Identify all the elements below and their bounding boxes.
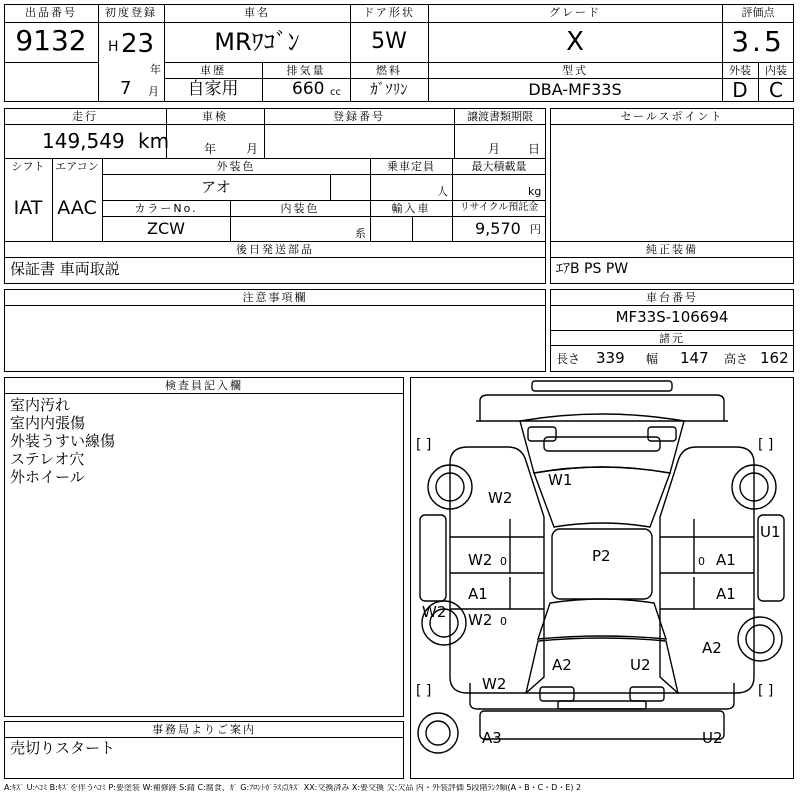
exterior-grade: D (732, 78, 748, 102)
damage-mark: A3 (482, 729, 502, 747)
caution-label: 注意事項欄 (242, 291, 308, 304)
damage-mark: 0 (500, 555, 507, 568)
damage-mark: W1 (548, 471, 573, 489)
inspection-month-unit: 月 (246, 142, 259, 156)
inspection-year-unit: 年 (204, 142, 217, 156)
mileage-label: 走行 (72, 110, 98, 123)
length: 339 (596, 349, 625, 367)
era: H (108, 39, 119, 55)
chassis-number-label: 車台番号 (646, 291, 698, 304)
sales-point-label: セールスポイント (620, 110, 724, 123)
door-label: ドア形状 (363, 6, 415, 19)
damage-mark: W2 (422, 603, 447, 621)
damage-mark: W2 (488, 489, 513, 507)
score-label: 評価点 (741, 6, 775, 19)
inspector-label: 検査員記入欄 (165, 379, 243, 392)
color-number: ZCW (147, 219, 185, 238)
genuine-equipment: ｴｱB PS PW (556, 261, 629, 277)
damage-mark: P2 (592, 547, 611, 565)
recycle-deposit: 9,570 (475, 219, 521, 238)
legend: A:ｷｽﾞ U:ﾍｺﾐ B:ｷｽﾞを伴うﾍｺﾐ P:要塗装 W:補修跡 S:錆 C:腐食、ｶﾞ G:ﾌﾛﾝﾄｶﾞﾗｽ点ｷｽﾞ XX:交換済み X:要交換 欠:欠品 内・外装評価 5段階ﾗﾝｸ順(A・B・C・D・E) 2 (4, 784, 582, 792)
mileage: 149,549 (42, 129, 125, 153)
inspector-note: ステレオ穴 (10, 450, 85, 468)
damage-mark: W2 (482, 675, 507, 693)
aircon: AAC (57, 197, 97, 219)
office-label: 事務局よりご案内 (152, 723, 256, 736)
aircon-label: エアコン (55, 160, 99, 173)
height: 162 (760, 349, 789, 367)
inspector-note: 室内内張傷 (10, 414, 86, 432)
displacement-label: 排気量 (286, 64, 326, 77)
specs-label: 諸元 (659, 332, 685, 345)
inspector-note: 室内汚れ (10, 396, 71, 414)
grade: X (566, 27, 584, 57)
damage-mark: A1 (716, 551, 736, 569)
year-unit: 年 (150, 63, 161, 76)
damage-mark: A2 (552, 656, 572, 674)
shift-label: シフト (11, 160, 45, 173)
history: 自家用 (187, 79, 239, 99)
transfer-deadline-label: 譲渡書類期限 (467, 110, 533, 123)
damage-mark: W2 (468, 611, 493, 629)
registration-year: 23 (121, 29, 155, 59)
recycle-unit: 円 (530, 223, 541, 236)
capacity-label: 乗車定員 (387, 160, 435, 173)
exterior-color: アオ (201, 178, 231, 196)
bracket-left-rear: [ ] (416, 683, 432, 699)
damage-mark: U2 (630, 656, 651, 674)
transfer-day-unit: 日 (528, 142, 541, 156)
lot-number-label: 出品番号 (25, 6, 77, 19)
color-number-label: カラーNo. (134, 202, 198, 215)
damage-mark: U1 (760, 523, 781, 541)
transfer-month-unit: 月 (488, 142, 501, 156)
width: 147 (680, 349, 709, 367)
registration-month: 7 (120, 78, 132, 99)
office-note: 売切りスタート (10, 739, 116, 757)
model-code: DBA-MF33S (528, 80, 622, 99)
bracket-left-front: [ ] (416, 437, 432, 453)
width-label: 幅 (646, 352, 659, 366)
lot-number: 9132 (15, 24, 87, 57)
fuel: ｶﾞｿﾘﾝ (370, 80, 408, 98)
registration-number-label: 登録番号 (333, 110, 385, 123)
shift: IAT (13, 197, 43, 219)
inspection-label: 車検 (202, 110, 228, 123)
damage-mark: W2 (468, 551, 493, 569)
model-label: 型式 (562, 64, 588, 77)
car-damage-diagram (410, 377, 794, 779)
damage-mark: A1 (468, 585, 488, 603)
bracket-right-front: [ ] (758, 437, 774, 453)
inspector-note: 外ホイール (10, 468, 85, 486)
capacity-unit: 人 (437, 185, 448, 198)
history-label: 車歴 (200, 64, 226, 77)
max-load-label: 最大積載量 (471, 160, 527, 173)
exterior-color-label: 外装色 (216, 160, 256, 173)
chassis-number: MF33S-106694 (615, 308, 729, 326)
interior-grade: C (769, 78, 783, 102)
mileage-unit: km (138, 129, 170, 153)
inspector-note: 外装うすい線傷 (10, 432, 116, 450)
interior-label: 内装 (765, 64, 787, 77)
bracket-right-rear: [ ] (758, 683, 774, 699)
exterior-label: 外装 (729, 64, 751, 77)
genuine-equipment-label: 純正装備 (646, 243, 698, 256)
damage-mark: 0 (500, 615, 507, 628)
inspector-notes (10, 396, 115, 486)
damage-mark: A2 (702, 639, 722, 657)
fuel-label: 燃料 (376, 64, 402, 77)
first-registration-label: 初度登録 (105, 6, 157, 19)
later-parts: 保証書 車両取説 (10, 260, 120, 278)
later-parts-label: 後日発送部品 (236, 243, 314, 256)
height-label: 高さ (724, 352, 749, 366)
damage-mark: 0 (698, 555, 705, 568)
month-unit: 月 (148, 85, 159, 98)
door-type: 5W (371, 29, 407, 54)
interior-color-label: 内装色 (280, 202, 320, 215)
recycle-deposit-label: リサイクル預託金 (459, 202, 539, 213)
damage-mark: A1 (716, 585, 736, 603)
displacement-unit: cc (330, 87, 341, 98)
import-label: 輸入車 (391, 202, 431, 215)
damage-mark: U2 (702, 729, 723, 747)
car-name: MRﾜｺﾞﾝ (214, 28, 300, 56)
car-name-label: 車名 (244, 6, 270, 19)
displacement: 660 (292, 79, 325, 99)
max-load-unit: kg (528, 185, 542, 198)
grade-label: グレード (549, 6, 601, 19)
interior-color-unit: 系 (355, 227, 366, 240)
length-label: 長さ (556, 352, 581, 366)
score: 3.5 (731, 25, 785, 58)
